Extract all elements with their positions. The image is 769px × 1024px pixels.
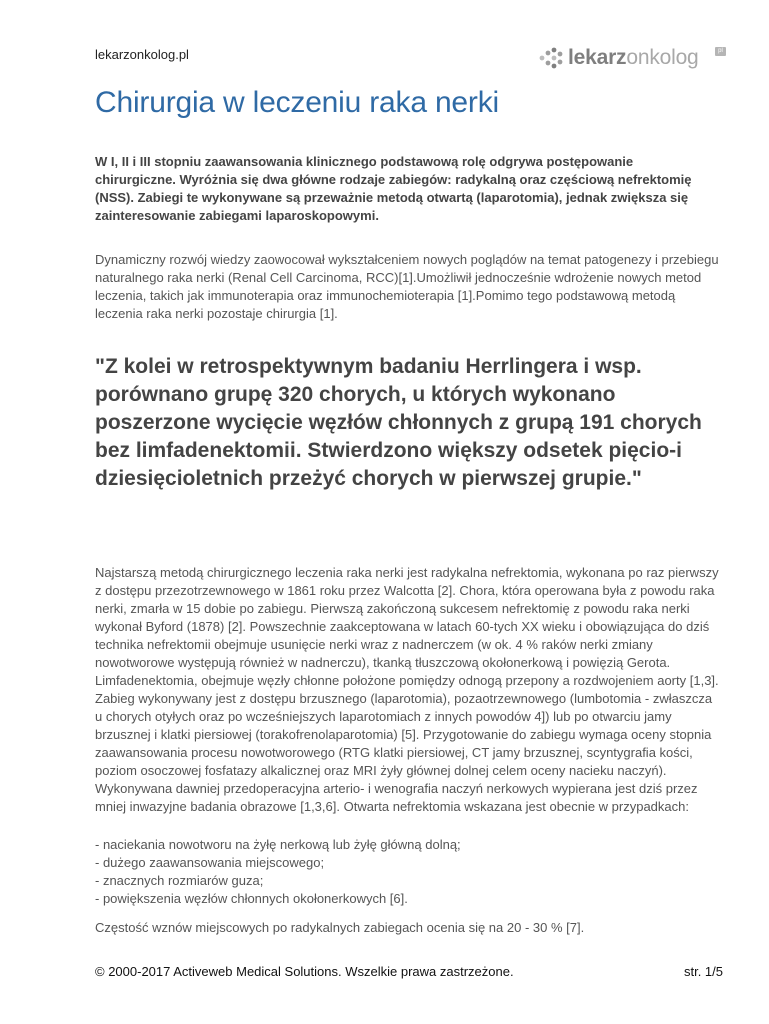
article-lead: W I, II i III stopniu zaawansowania klinicznego podstawową rolę odgrywa postępowanie chirurgiczne. Wyróżnia się dwa główne rodzaje zabiegów: radykalną oraz częściową nefrektomię (NSS). Zabiegi te wykonywane są przeważnie metodą otwartą (laparotomia), jednak zwiększa się zainteresowanie zabiegami laparoskopowymi.: [95, 154, 692, 223]
logo-text-part2: onkolog: [626, 46, 699, 69]
logo-wordmark: [568, 44, 699, 72]
logo-dots-icon: [538, 47, 568, 69]
site-url: lekarzonkolog.pl: [95, 47, 189, 62]
article-paragraph-1: Dynamiczny rozwój wiedzy zaowocował wykształceniem nowych poglądów na temat patogenezy i przebiegu naturalnego raka nerki (Renal Cell Carcinoma, RCC)[1].Umożliwił jednocześnie wdrożenie nowych metod leczenia, takich jak immunoterapia oraz immunochemioterapia [1].Pomimo tego podstawową metodą leczenia raka nerki pozostaje chirurgia [1].: [95, 252, 719, 321]
indications-list: [95, 836, 715, 908]
page-title: Chirurgia w leczeniu raka nerki: [95, 86, 499, 119]
pull-quote: "Z kolei w retrospektywnym badaniu Herrlingera i wsp. porównano grupę 320 chorych, u których wykonano poszerzone wycięcie węzłów chłonnych z grupą 191 chorych bez limfadenektomii. Stwierdzono większy odsetek pięcio-i dziesięcioletnich przeżyć chorych w pierwszej grupie.": [95, 355, 702, 490]
site-logo[interactable]: [538, 44, 728, 72]
list-item: - powiększenia węzłów chłonnych okołonerkowych [6].: [95, 891, 408, 906]
logo-text-part1: lekarz: [568, 46, 627, 69]
footer-copyright: © 2000-2017 Activeweb Medical Solutions. Wszelkie prawa zastrzeżone.: [95, 964, 514, 979]
page-number: str. 1/5: [683, 964, 723, 979]
list-item: - znacznych rozmiarów guza;: [95, 873, 264, 888]
logo-badge: pl: [715, 47, 726, 56]
list-item: - naciekania nowotworu na żyłę nerkową lub żyłę główną dolną;: [95, 837, 461, 852]
list-item: - dużego zaawansowania miejscowego;: [95, 855, 325, 870]
article-paragraph-2: Najstarszą metodą chirurgicznego leczenia raka nerki jest radykalna nefrektomia, wykonana po raz pierwszy z dostępu przezotrzewnowego w 1861 roku przez Walcotta [2]. Chora, która operowana była z powodu raka nerki, zmarła w 15 dobie po zabiegu. Pierwszą zakończoną sukcesem nefrektomię z powodu raka nerki wykonał Byford (1878) [2]. Powszechnie zaakceptowana w latach 60-tych XX wieku i obowiązująca do dziś technika nefrektomii obejmuje usunięcie nerki wraz z nadnerczem (w ok. 4 % raków nerki zmiany nowotworowe występują również w nadnerczu), tkanką tłuszczową okołonerkową i powięzią Gerota. Limfadenektomia, obejmuje węzły chłonne położone pomiędzy odnogą przepony a rozdwojeniem aorty [1,3]. Zabieg wykonywany jest z dostępu brzusznego (laparotomia), pozaotrzewnowego (lumbotomia - zwłaszcza u chorych otyłych oraz po wcześniejszych laparotomiach z innych powodów 4]) lub po otwarciu jamy brzusznej i klatki piersiowej (torakofrenolaparotomia) [5]. Przygotowanie do zabiegu wymaga oceny stopnia zaawansowania procesu nowotworowego (RTG klatki piersiowej, CT jamy brzusznej, scyntygrafia kości, poziom osoczowej fosfatazy alkalicznej oraz MRI żyły głównej dolnej celem oceny nacieku naczyń). Wykonywana dawniej przedoperacyjna arterio- i wenografia naczyń nerkowych wypierana jest dziś przez mniej inwazyjne badania obrazowe [1,3,6]. Otwarta nefrektomia wskazana jest obecnie w przypadkach:: [95, 565, 719, 814]
article-paragraph-3: Częstość wznów miejscowych po radykalnych zabiegach ocenia się na 20 - 30 % [7].: [95, 920, 585, 935]
